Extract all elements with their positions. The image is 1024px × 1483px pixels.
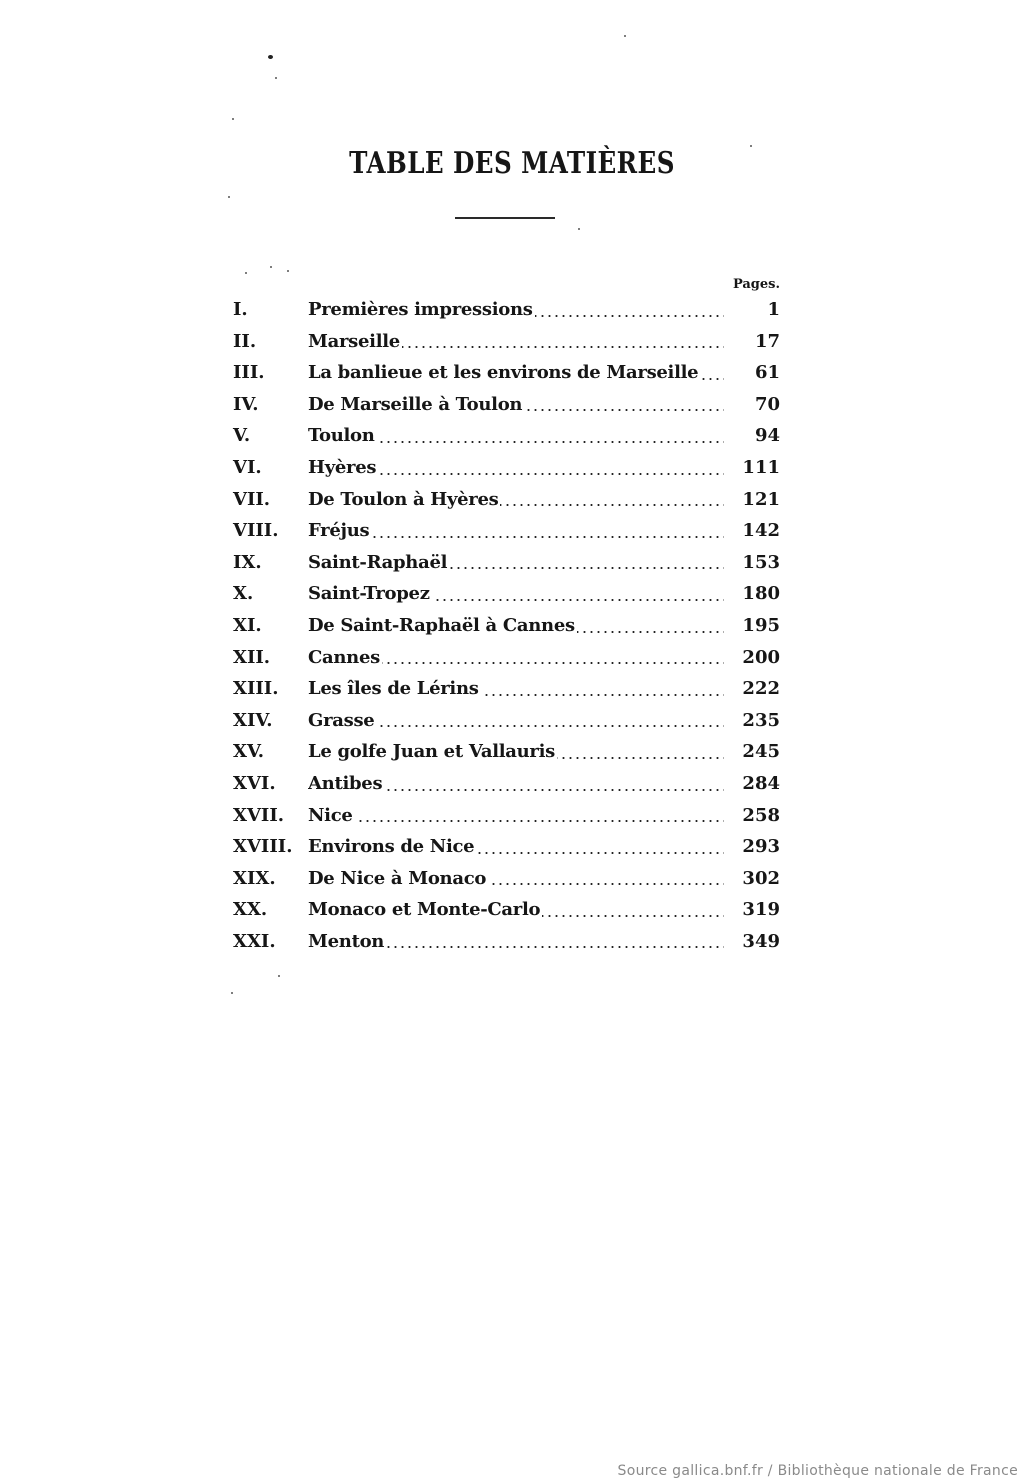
scan-speck (275, 77, 277, 79)
page-number: 195 (742, 614, 780, 636)
chapter-number: IV. (233, 393, 259, 415)
chapter-title-leader (308, 768, 724, 800)
scan-speck (270, 266, 272, 268)
chapter-number: VIII. (233, 520, 279, 542)
page-number: 1 (767, 299, 780, 320)
toc-row (233, 894, 793, 926)
scan-speck (232, 118, 234, 120)
scan-speck (231, 992, 233, 994)
chapter-title-leader (308, 484, 724, 516)
toc-row (233, 736, 793, 768)
toc-row (233, 863, 793, 895)
page-number: 222 (742, 678, 780, 700)
chapter-title: Fréjus (308, 520, 370, 542)
chapter-title-leader (308, 452, 724, 484)
chapter-number: XV. (233, 741, 265, 763)
chapter-number: XIV. (233, 709, 273, 731)
toc-row (233, 642, 793, 674)
scan-speck (578, 228, 580, 230)
chapter-title: Premières impressions (308, 299, 533, 320)
chapter-title-leader (308, 926, 724, 958)
chapter-title: Monaco et Monte-Carlo (308, 899, 541, 921)
chapter-title: Hyères (308, 456, 377, 478)
chapter-title: De Marseille à Toulon (308, 393, 523, 415)
chapter-title-leader (308, 294, 724, 326)
page-number: 180 (742, 583, 780, 605)
toc-row (233, 484, 793, 516)
toc-row (233, 926, 793, 958)
chapter-title: Les îles de Lérins (308, 678, 479, 700)
chapter-title: De Toulon à Hyères (308, 488, 499, 510)
chapter-number: V. (233, 425, 251, 447)
toc-row (233, 515, 793, 547)
chapter-number: X. (233, 583, 254, 605)
chapter-title-leader (308, 389, 724, 421)
page-number: 17 (754, 330, 780, 352)
chapter-title-leader (308, 800, 724, 832)
toc-row (233, 673, 793, 705)
toc-row (233, 389, 793, 421)
toc-row (233, 768, 793, 800)
chapter-title-leader (308, 515, 724, 547)
chapter-title: Menton (308, 930, 385, 952)
toc-row (233, 610, 793, 642)
chapter-title: Antibes (308, 772, 383, 794)
chapter-number: XXI. (233, 930, 276, 952)
chapter-title: De Nice à Monaco (308, 867, 487, 889)
chapter-title: Saint-Tropez (308, 583, 430, 605)
scan-speck (278, 975, 280, 977)
page-number: 94 (754, 425, 780, 447)
page-number: 200 (742, 646, 780, 668)
chapter-number: XVI. (233, 772, 276, 794)
chapter-title-leader (308, 610, 724, 642)
chapter-number: XVII. (233, 804, 285, 826)
page-number: 284 (742, 772, 780, 794)
chapter-title: Toulon (308, 425, 375, 447)
page-title: TABLE DES MATIÈRES (349, 146, 675, 181)
chapter-number: II. (233, 330, 257, 352)
title-rule (455, 217, 555, 219)
table-of-contents (233, 294, 793, 957)
pages-column-header: Pages. (732, 277, 780, 292)
page-number: 235 (742, 709, 780, 731)
chapter-number: XI. (233, 614, 262, 636)
chapter-title: Environs de Nice (308, 836, 475, 858)
chapter-number: XVIII. (233, 836, 293, 858)
page-number: 142 (742, 520, 780, 542)
chapter-title: De Saint-Raphaël à Cannes (308, 614, 575, 636)
page-number: 319 (742, 899, 780, 921)
scan-speck (624, 35, 626, 37)
chapter-number: VII. (233, 488, 271, 510)
toc-row (233, 452, 793, 484)
chapter-title: Nice (308, 804, 353, 826)
page-number: 61 (754, 362, 780, 384)
page-number: 70 (754, 393, 780, 415)
chapter-title-leader (308, 831, 724, 863)
chapter-number: III. (233, 362, 265, 384)
scan-speck (287, 270, 289, 272)
chapter-title: Le golfe Juan et Vallauris (308, 741, 555, 763)
chapter-title-leader (308, 357, 724, 389)
page-number: 349 (742, 930, 780, 952)
chapter-title: Marseille (308, 330, 400, 352)
chapter-number: IX. (233, 551, 262, 573)
toc-row (233, 294, 793, 326)
chapter-number: XII. (233, 646, 271, 668)
chapter-title-leader (308, 673, 724, 705)
chapter-number: VI. (233, 456, 262, 478)
page-number: 245 (742, 741, 780, 763)
toc-row (233, 420, 793, 452)
chapter-title-leader (308, 894, 724, 926)
toc-row (233, 800, 793, 832)
scan-speck (245, 272, 247, 274)
source-attribution: Source gallica.bnf.fr / Bibliothèque nationale de France (617, 1463, 1018, 1479)
chapter-number: XIX. (233, 867, 276, 889)
chapter-title: Saint-Raphaël (308, 551, 448, 573)
chapter-title-leader (308, 642, 724, 674)
chapter-title: La banlieue et les environs de Marseille (308, 362, 699, 384)
toc-row (233, 547, 793, 579)
toc-row (233, 831, 793, 863)
chapter-title-leader (308, 326, 724, 358)
chapter-title-leader (308, 863, 724, 895)
toc-row (233, 578, 793, 610)
chapter-number: XX. (233, 899, 268, 921)
chapter-title-leader (308, 705, 724, 737)
chapter-title-leader (308, 420, 724, 452)
page-number: 258 (742, 804, 780, 826)
chapter-title-leader (308, 547, 724, 579)
page-number: 153 (742, 551, 780, 573)
scan-speck (228, 196, 230, 198)
chapter-number: XIII. (233, 678, 279, 700)
chapter-title-leader (308, 578, 724, 610)
page-number: 293 (742, 836, 780, 858)
page-number: 111 (742, 456, 780, 478)
toc-row (233, 705, 793, 737)
toc-row (233, 326, 793, 358)
page-number: 121 (742, 488, 780, 510)
chapter-title: Cannes (308, 646, 380, 668)
chapter-title-leader (308, 736, 724, 768)
chapter-number: I. (233, 299, 248, 320)
chapter-title: Grasse (308, 709, 375, 731)
scan-speck (268, 55, 273, 59)
toc-row (233, 357, 793, 389)
page-number: 302 (742, 867, 780, 889)
